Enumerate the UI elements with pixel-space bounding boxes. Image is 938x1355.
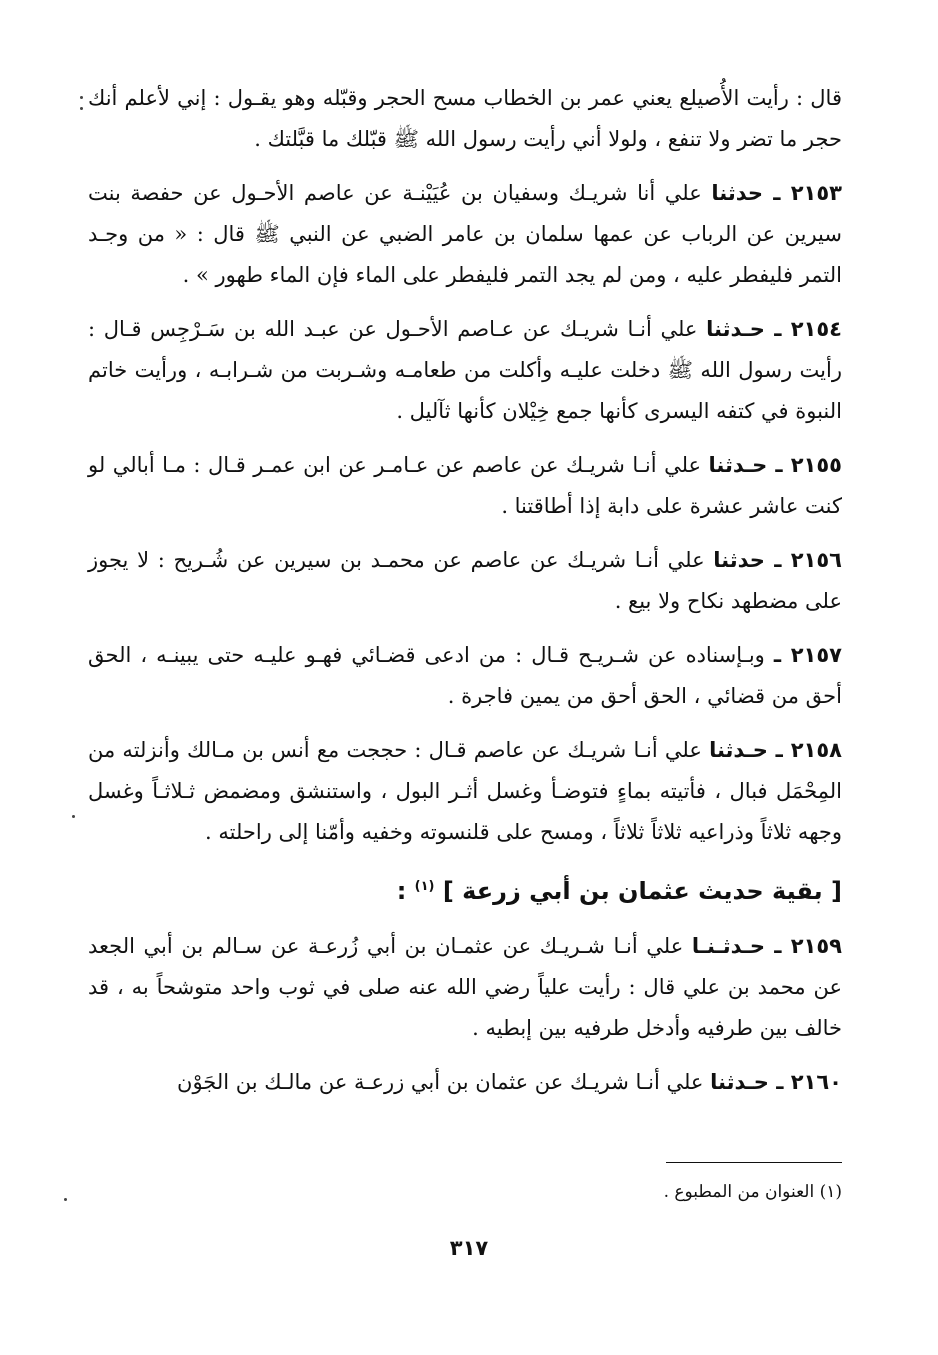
hadith-text: علي أنـا شريـك عن عـاصم الأحـول عن عبـد الله بن سَـرْجِس قـال : رأيت رسول الله ﷺ دخلت عليـه وأكلت من طعامـه وشـربت من شـرابـه ، ورأيت خاتم النبوة في كتفه اليسرى كأنها جمع خِيْلان كأنها ثآليل .	[88, 317, 842, 423]
body-text	[88, 78, 842, 1116]
hadith-2158	[88, 730, 842, 853]
hadith-text: علي أنـا شريـك عن عاصم عن عـامـر عن ابن عمـر قـال : مـا أبالي لو كنت عاشر عشرة على دابة إذا أطاقتنا .	[88, 453, 842, 518]
footnote-divider	[666, 1162, 842, 1163]
paragraph-text: قال : رأيت الأُصيلع يعني عمر بن الخطاب مسح الحجر وقبّله وهو يقـول : إني لأعلم أنك حجر ما تضر ولا تنفع ، ولولا أني رأيت رسول الله ﷺ قبّلك ما قبَّلتك .	[88, 86, 842, 151]
scan-speck	[64, 1198, 67, 1201]
scan-speck	[80, 107, 83, 110]
hadith-2160	[88, 1062, 842, 1103]
section-heading-tail: :	[396, 877, 415, 905]
hadith-2153	[88, 173, 842, 296]
hadith-2159	[88, 926, 842, 1049]
hadith-text: وبـإسناده عن شـريـح قـال : من ادعى قضـائي فهـو عليـه حتى يبينـه ، الحق أحق من قضائي ، الحق أحق من يمين فاجرة .	[88, 643, 842, 708]
hadith-number: ٢١٥٧ ـ	[773, 643, 842, 667]
footnote: (١) العنوان من المطبوع .	[663, 1182, 842, 1202]
hadith-2154	[88, 309, 842, 432]
hadith-2155	[88, 445, 842, 527]
hadith-number: ٢١٥٥ ـ حـدثنا	[708, 453, 842, 477]
hadith-number: ٢١٦٠ ـ حـدثنا	[710, 1070, 842, 1094]
section-heading	[88, 866, 842, 912]
hadith-text: علي أنـا شريـك عن عاصم عن محمـد بن سيرين عن شُـريح : لا يجوز على مضطهد نكاح ولا بيع .	[88, 548, 842, 613]
scan-speck	[80, 96, 83, 99]
hadith-text: علي أنـا شـريـك عن عثمـان بن أبي زُرعـة عن سـالم بن أبي الجعد عن محمد بن علي قال : رأيت علياً رضي الله عنه صلى في ثوب واحد متوشحاً به ، قد خالف بين طرفيه وأدخل طرفيه بين إبطيه .	[88, 934, 842, 1040]
scan-speck	[72, 815, 75, 818]
hadith-number: ٢١٥٨ ـ حـدثنا	[709, 738, 842, 762]
paragraph-continuation	[88, 78, 842, 160]
hadith-number: ٢١٥٤ ـ حـدثنا	[706, 317, 842, 341]
hadith-text: علي أنا شريـك وسفيان بن عُيَيْنـة عن عاصم الأحـول عن حفصة بنت سيرين عن الرباب عن عمها سلمان بن عامر الضبي عن النبي ﷺ قال : « من وجـد التمر فليفطر عليه ، ومن لم يجد التمر فليفطر على الماء فإن الماء طهور » .	[88, 181, 842, 287]
section-heading-text: [ بقية حديث عثمان بن أبي زرعة ]	[442, 877, 842, 905]
page-number: ٣١٧	[449, 1236, 489, 1260]
hadith-number: ٢١٥٣ ـ حدثنا	[711, 181, 842, 205]
hadith-2157	[88, 635, 842, 717]
hadith-text: علي أنـا شريـك عن عاصم قـال : حججت مع أنس بن مـالك وأنزلته من المِحْمَل فبال ، فأتيته بماءٍ فتوضـأ وغسل أثـر البول ، واستنشق ومضمض ثـلاثـاً وغسل وجهه ثلاثاً وذراعيه ثلاثاً ثلاثاً ، ومسح على قلنسوته وخفيه وأمّنا إلى راحلته .	[88, 738, 842, 844]
footnote-ref: (١)	[414, 879, 435, 894]
hadith-2156	[88, 540, 842, 622]
hadith-text: علي أنـا شريـك عن عثمان بن أبي زرعـة عن مالـك بن الجَوْن	[177, 1070, 711, 1094]
hadith-number: ٢١٥٩ ـ حـدثـنـا	[691, 934, 842, 958]
hadith-number: ٢١٥٦ ـ حدثنا	[713, 548, 842, 572]
